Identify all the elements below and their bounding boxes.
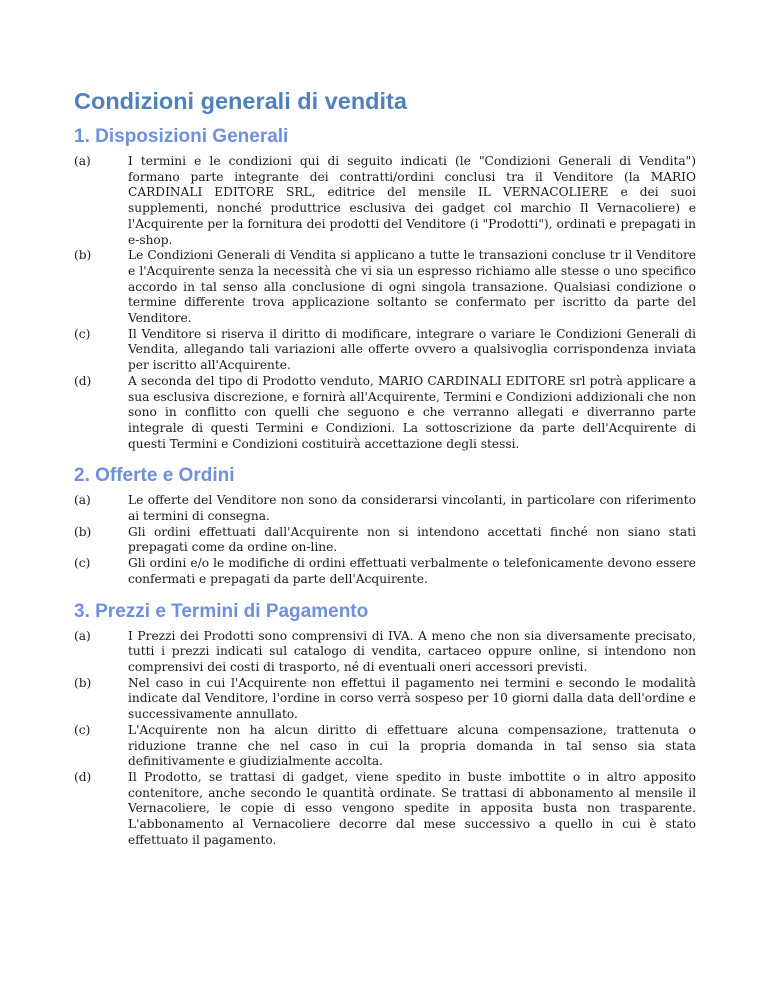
clause-text: L'Acquirente non ha alcun diritto di effettuare alcuna compensazione, trattenuta o riduzione tranne che nel caso in cui la propria domanda in tal senso sia stata definitivamente e giudizialmente accolta.: [128, 722, 696, 769]
clause-text: A seconda del tipo di Prodotto venduto, MARIO CARDINALI EDITORE srl potrà applicare a sua esclusiva discrezione, e fornirà all'Acquirente, Termini e Condizioni addizionali che non sono in conflitto con quelli che seguono e che verranno allegati e diverranno parte integrale di questi Termini e Condizioni. La sottoscrizione da parte dell'Acquirente di questi Termini e Condizioni costituirà accettazione degli stessi.: [128, 373, 696, 451]
section-heading: 3. Prezzi e Termini di Pagamento: [74, 600, 369, 622]
clause-marker: (c): [74, 722, 91, 737]
clause-marker: (b): [74, 675, 92, 690]
page-title: Condizioni generali di vendita: [74, 88, 407, 114]
clause-marker: (d): [74, 373, 92, 388]
clause-text: Le Condizioni Generali di Vendita si applicano a tutte le transazioni concluse tr il Venditore e l'Acquirente senza la necessità che vi sia un espresso richiamo alle stesse o uno specifico accordo in tal senso alla conclusione di ogni singola transazione. Qualsiasi condizione o termine differente trova applicazione soltanto se confermato per iscritto da parte del Venditore.: [128, 248, 696, 326]
clause-text: Nel caso in cui l'Acquirente non effettui il pagamento nei termini e secondo le modalità indicate dal Venditore, l'ordine in corso verrà sospeso per 10 giorni dalla data dell'ordine e successivamente annullato.: [128, 675, 696, 722]
section-prezzi-e-pagamento: [74, 599, 696, 849]
clause-item: [74, 154, 696, 248]
clause-text: Il Venditore si riserva il diritto di modificare, integrare o variare le Condizioni Generali di Vendita, allegando tali variazioni alle offerte ovvero a qualsivoglia corrispondenza inviata per iscritto all'Acquirente.: [128, 326, 696, 373]
section-offerte-e-ordini: [74, 463, 696, 587]
clause-text: I termini e le condizioni qui di seguito indicati (le "Condizioni Generali di Vendita") formano parte integrante dei contratti/ordini conclusi tra il Venditore (la MARIO CARDINALI EDITORE SRL, editrice del mensile IL VERNACOLIERE e dei suoi supplementi, nonché produttrice esclusiva dei gadget col marchio Il Vernacoliere) e l'Acquirente per la fornitura dei prodotti del Venditore (i "Prodotti"), ordinati e prepagati in e-shop.: [128, 154, 696, 247]
section-disposizioni-generali: [74, 124, 696, 452]
clause-item: [74, 629, 696, 676]
clause-item: [74, 327, 696, 374]
clause-item: [74, 723, 696, 770]
clause-marker: (d): [74, 769, 92, 784]
clause-item: [74, 525, 696, 556]
clause-item: [74, 374, 696, 453]
clause-marker: (a): [74, 493, 91, 508]
clause-marker: (c): [74, 326, 91, 341]
clause-item: [74, 676, 696, 723]
clause-list: [74, 154, 696, 452]
clause-item: [74, 248, 696, 327]
clause-marker: (c): [74, 556, 91, 571]
clause-item: [74, 770, 696, 849]
clause-text: Gli ordini effettuati dall'Acquirente non si intendono accettati finché non siano stati prepagati come da ordine on-line.: [128, 524, 696, 555]
clause-marker: (b): [74, 524, 92, 539]
clause-marker: (b): [74, 248, 92, 263]
clause-list: [74, 493, 696, 587]
clause-text: Le offerte del Venditore non sono da considerarsi vincolanti, in particolare con riferimento ai termini di consegna.: [128, 493, 696, 524]
section-heading: 2. Offerte e Ordini: [74, 465, 235, 487]
section-heading: 1. Disposizioni Generali: [74, 126, 289, 147]
clause-marker: (a): [74, 154, 91, 168]
clause-item: [74, 556, 696, 587]
clause-text: Il Prodotto, se trattasi di gadget, viene spedito in buste imbottite o in altro apposito contenitore, anche secondo le quantità ordinate. Se trattasi di abbonamento al mensile il Vernacoliere, le copie di esso vengono spedite in apposita busta non trasparente. L'abbonamento al Vernacoliere decorre dal mese successivo a quello in cui è stato effettuato il pagamento.: [128, 769, 696, 847]
clause-text: Gli ordini e/o le modifiche di ordini effettuati verbalmente o telefonicamente devono essere confermati e prepagati da parte dell'Acquirente.: [128, 556, 696, 586]
clause-text: I Prezzi dei Prodotti sono comprensivi di IVA. A meno che non sia diversamente precisato, tutti i prezzi indicati sul catalogo di vendita, cartaceo oppure online, si intendono non comprensivi dei costi di trasporto, né di eventuali oneri accessori previsti.: [128, 628, 696, 674]
clause-list: [74, 629, 696, 849]
clause-item: [74, 493, 696, 524]
clause-marker: (a): [74, 628, 91, 643]
